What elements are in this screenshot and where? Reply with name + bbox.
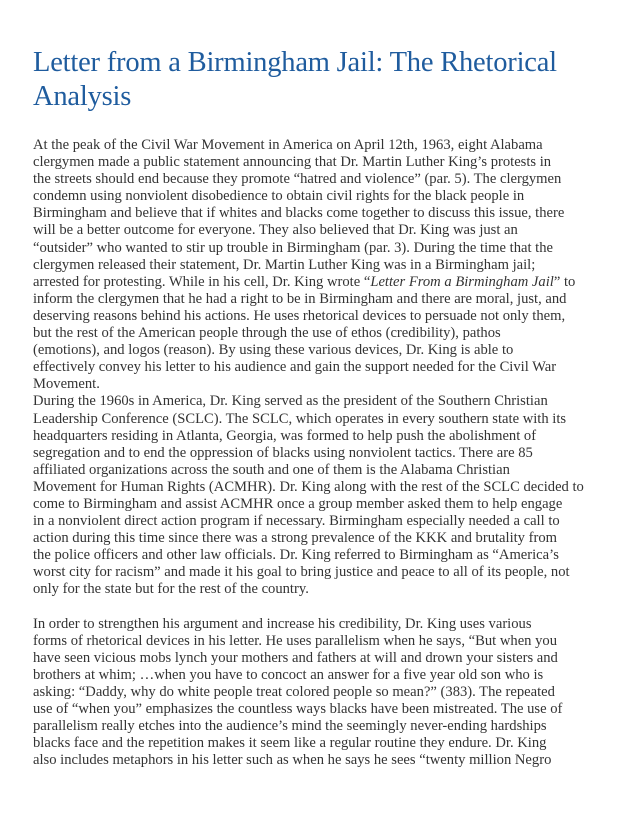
text-line: have seen vicious mobs lynch your mothers and fathers at will and drown your sisters and [33, 649, 558, 666]
text-line: blacks face and the repetition makes it seem like a regular routine they endure. Dr. King [33, 735, 547, 752]
text-line: the streets should end because they promote “hatred and violence” (par. 5). The clergymen [33, 171, 562, 188]
text-line: Movement. [33, 376, 100, 393]
text-line: clergymen made a public statement announcing that Dr. Martin Luther King’s protests in [33, 154, 552, 171]
text-line: parallelism really etches into the audience’s mind the seemingly never-ending hardships [33, 718, 547, 735]
text-line: headquarters residing in Atlanta, Georgia, was formed to help push the abolishment of [33, 427, 537, 444]
text-line: Leadership Conference (SCLC). The SCLC, which operates in every southern state with its [33, 410, 567, 427]
text-line: brothers at whim; …when you have to concoct an answer for a five year old son who is [33, 666, 544, 683]
text-line: (emotions), and logos (reason). By using these various devices, Dr. King is able to [33, 342, 514, 359]
text-line: only for the state but for the rest of the country. [33, 581, 309, 598]
text-line: in a nonviolent direct action program if necessary. Birmingham especially needed a call to [33, 513, 560, 530]
text-line: the police officers and other law officials. Dr. King referred to Birmingham as “America’s [33, 547, 559, 564]
text-line: but the rest of the American people through the use of ethos (credibility), pathos [33, 325, 501, 342]
text-line: affiliated organizations across the south and one of them is the Alabama Christian [33, 461, 510, 478]
text-line: deserving reasons behind his actions. He uses rhetorical devices to persuade not only them, [33, 307, 566, 324]
paragraph-introduction [33, 137, 599, 393]
text-line: also includes metaphors in his letter such as when he says he sees “twenty million Negro [33, 752, 552, 769]
document-body [33, 137, 599, 769]
text-line: worst city for racism” and made it his goal to bring justice and peace to all of its people, not [33, 564, 570, 581]
text-segment: ” to [553, 273, 576, 290]
text-segment: arrested for protesting. While in his cell, Dr. King wrote “ [33, 273, 371, 290]
text-line: In order to strengthen his argument and increase his credibility, Dr. King uses various [33, 615, 532, 632]
text-line: come to Birmingham and assist ACMHR once a group member asked them to help engage [33, 495, 563, 512]
text-line: segregation and to end the oppression of blacks using nonviolent tactics. There are 85 [33, 444, 533, 461]
text-line: asking: “Daddy, why do white people treat colored people so mean?” (383). The repeated [33, 683, 555, 700]
text-line: will be a better outcome for everyone. They also believed that Dr. King was just an [33, 222, 518, 239]
text-line: action during this time since there was a strong prevalence of the KKK and brutality from [33, 530, 557, 547]
text-line: clergymen released their statement, Dr. Martin Luther King was in a Birmingham jail; [33, 256, 536, 273]
paragraph-background [33, 393, 599, 598]
text-line: inform the clergymen that he had a right to be in Birmingham and there are moral, just, and [33, 290, 567, 307]
text-line: use of “when you” emphasizes the countless ways blacks have been mistreated. The use of [33, 701, 563, 717]
text-line: During the 1960s in America, Dr. King served as the president of the Southern Christian [33, 393, 548, 410]
text-line: effectively convey his letter to his audience and gain the support needed for the Civil War [33, 359, 557, 376]
text-line: “outsider” who wanted to stir up trouble in Birmingham (par. 3). During the time that the [33, 239, 553, 256]
text-line: forms of rhetorical devices in his letter. He uses parallelism when he says, “But when you [33, 632, 558, 649]
italic-letter-title: Letter From a Birmingham Jail [370, 273, 554, 290]
text-line: condemn using nonviolent disobedience to obtain civil rights for the black people in [33, 188, 525, 205]
document-title: Letter from a Birmingham Jail: The Rhetorical Analysis [33, 47, 557, 112]
paragraph-rhetorical-devices [33, 616, 599, 770]
text-line: Movement for Human Rights (ACMHR). Dr. King along with the rest of the SCLC decided to [33, 478, 584, 495]
text-line: Birmingham and believe that if whites and blacks come together to discuss this issue, there [33, 205, 565, 222]
text-line: At the peak of the Civil War Movement in America on April 12th, 1963, eight Alabama [33, 137, 543, 153]
text-line-with-italic-title [33, 274, 599, 291]
